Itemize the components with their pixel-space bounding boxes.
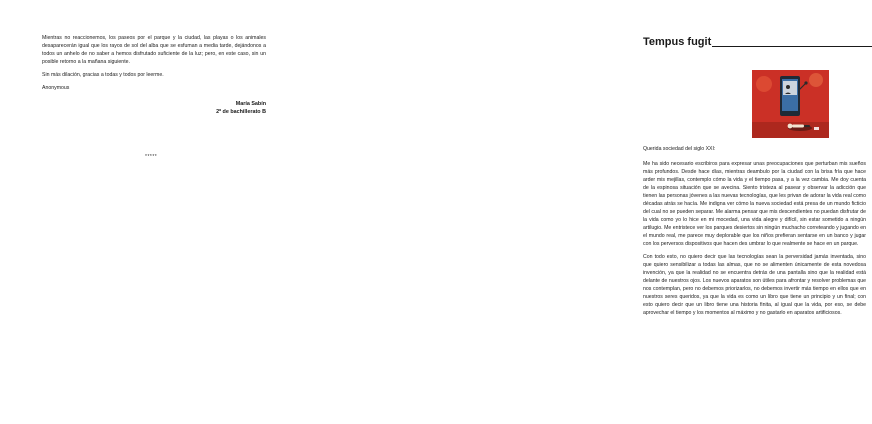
right-page-text — [643, 145, 866, 317]
section-separator: ***** — [145, 154, 158, 160]
title-underline — [712, 46, 872, 47]
left-paragraph-2: Sin más dilación, gracias a todas y todos por leerme. — [42, 72, 164, 78]
title-row — [643, 36, 872, 49]
left-page — [0, 0, 300, 424]
letter-greeting: Querida sociedad del siglo XXI: — [643, 146, 716, 152]
right-page — [300, 0, 866, 424]
closing-text: Anonymous — [42, 85, 70, 91]
phone-screen-with-figure-illustration-icon — [752, 70, 829, 138]
left-page-text — [42, 34, 266, 116]
right-paragraph-1: Me ha sido necesario escribiros para expresar unas preocupaciones que perturban mis sueños más profundos. Desde hace días, mientras deambulo por la ciudad con la brisa fría que hace arder mis mejillas, contemplo cómo la vida y el tiempo pasa, y a la vez cambia. Me doy cuenta de la espinosa situación que se avecina. Siento tristeza al pasear y observar la adicción que tienen las personas jóvenes a las nuevas tecnologías, que les privan de adorar la vida real como décadas atrás se hacía. Me indigna ver cómo la nueva sociedad está presa de un mundo ficticio del cual no se pueden separar. Me alarma pensar que mis descendientes no puedan disfrutar de la vida como yo lo hice en mi mocedad, una vida alegre y difícil, sin estar sometido a ningún artilugio. Me entristece ver los parques desiertos sin ningún muchacho correteando y jugando en el mundo real, me parece muy deplorable que los niños prefieran sentarse en un banco y jugar con los perversos dispositivos que hacen des umbrar lo que realmente se hace en un parque. — [643, 161, 866, 247]
right-paragraph-2: Con todo esto, no quiero decir que las tecnologías sean la perversidad jamás inventada, sino que quiero sensibilizar a todas las almas, que no se alimenten únicamente de esta novedosa invención, ya que la realidad no se encuentra detrás de una pantalla sino que la realidad está delante de nuestros ojos. Los nuevos aparatos son útiles para afrontar y resolver problemas que nos contemplan, pero no debemos priorizarlos, no debemos invertir más tiempo en ellos que en nuestros seres queridos, ya que la vida es como un libro que tiene un principio y un final; con esto quiero decir que un libro tiene una historia finita, al igual que la vida, por eso, se debe aprovechar el tiempo y los momentos al máximo y no gastarlo en aparatos artificiosos. — [643, 254, 866, 316]
page-title: Tempus fugit — [643, 36, 712, 48]
author-name: María Sabín — [235, 101, 266, 107]
author-class: 2º de bachillerato B — [216, 109, 266, 115]
left-paragraph-1: Mientras no reaccionemos, los paseos por el parque y la ciudad, las playas o los animales desaparecerán igual que los rayos de sol del alba que se esfuman a media tarde, dejándonos a todos un anhelo de no saber a hemos disfrutado suficiente de la luz; pero, en este caso, sin un posible retorno a la mañana siguiente. — [42, 35, 266, 65]
